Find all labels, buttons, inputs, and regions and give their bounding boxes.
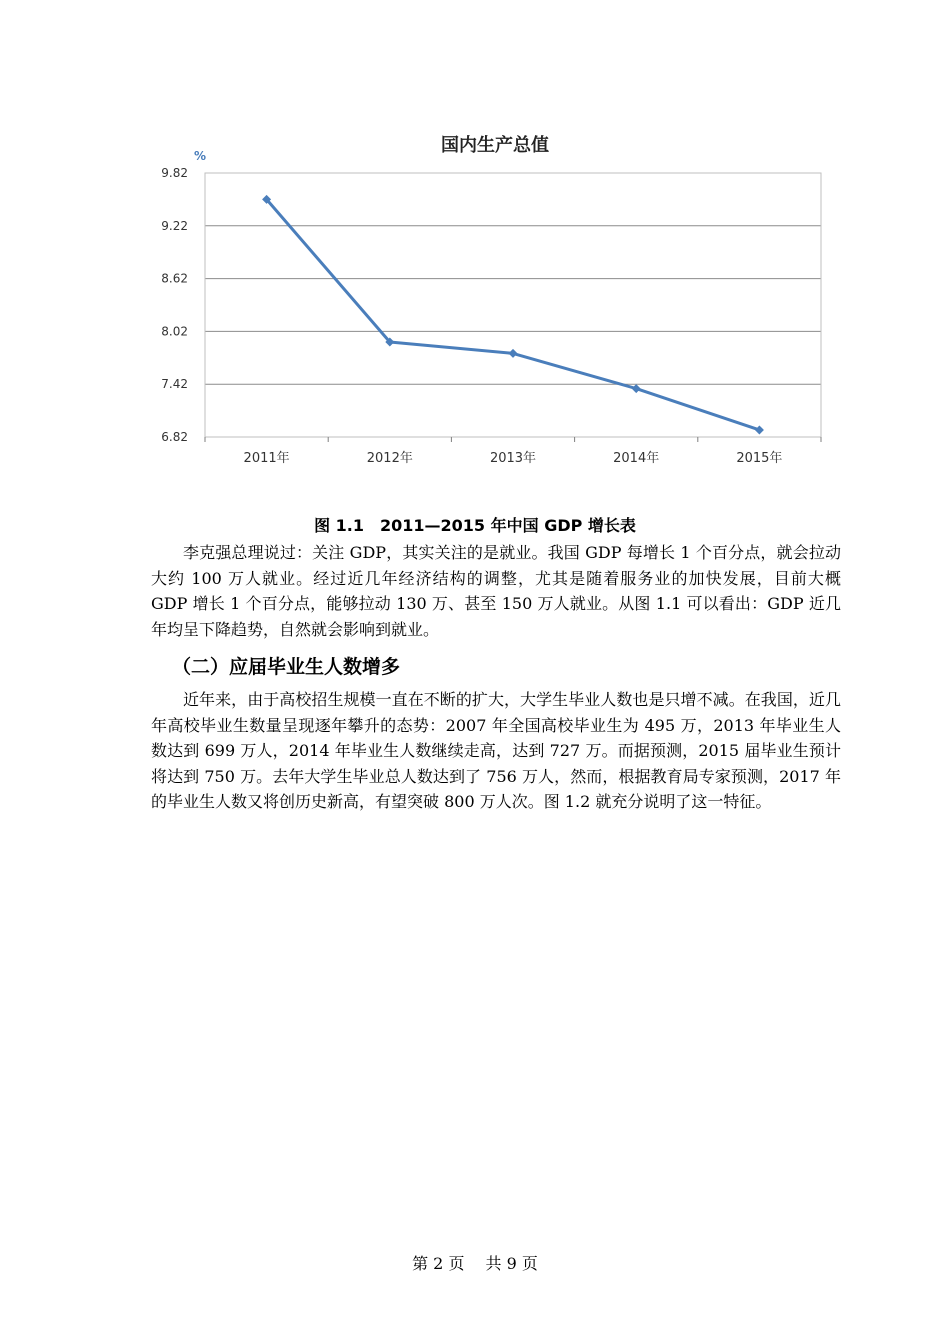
paragraph-1: 李克强总理说过：关注 GDP，其实关注的是就业。我国 GDP 每增长 1 个百分点，就会拉动大约 100 万人就业。经过近几年经济结构的调整，尤其是随着服务业的加快发展，目前大概 GDP 增长 1 个百分点，能够拉动 130 万、甚至 150 万人就业。从图 1.1 可以看出：GDP 近几年均呈下降趋势，自然就会影响到就业。 [151, 543, 841, 639]
paragraph-2: 近年来，由于高校招生规模一直在不断的扩大，大学生毕业人数也是只增不减。在我国，近几年高校毕业生数量呈现逐年攀升的态势：2007 年全国高校毕业生为 495 万，2013 年毕业生人数达到 699 万人，2014 年毕业生人数继续走高，达到 727 万。而据预测，2015 届毕业生预计将达到 750 万。去年大学生毕业总人数达到了 756 万人，然而，根据教育局专家预测，2017 年的毕业生人数又将创历史新高，有望突破 800 万人次。图 1.2 就充分说明了这一特征。 [151, 690, 841, 811]
series-line [267, 199, 760, 430]
figure-caption: 图 1.1 2011—2015 年中国 GDP 增长表 [314, 516, 636, 535]
y-tick-label: 9.82 [161, 166, 188, 180]
x-tick-label: 2012年 [366, 451, 413, 466]
gdp-chart [150, 125, 840, 475]
x-tick-label: 2015年 [736, 451, 783, 466]
data-point-marker [632, 384, 641, 393]
x-tick-label: 2014年 [613, 451, 660, 466]
plot-area-border [205, 173, 821, 437]
chart-plot [150, 125, 840, 475]
section-heading: （二）应届毕业生人数增多 [172, 656, 401, 678]
y-tick-label: 9.22 [161, 218, 188, 233]
data-point-marker [755, 425, 764, 434]
data-point-marker [509, 349, 518, 358]
y-tick-label: 8.62 [161, 271, 188, 286]
x-tick-label: 2013年 [489, 451, 537, 466]
y-tick-label: 8.02 [161, 324, 188, 339]
y-tick-label: 7.42 [161, 377, 188, 392]
page-footer: 第 2 页 共 9 页 [412, 1254, 538, 1273]
chart-title: 国内生产总值 [441, 135, 549, 156]
x-tick-label: 2011年 [243, 451, 290, 466]
y-tick-label: 6.82 [161, 430, 188, 444]
y-axis-unit-label: % [194, 149, 207, 163]
